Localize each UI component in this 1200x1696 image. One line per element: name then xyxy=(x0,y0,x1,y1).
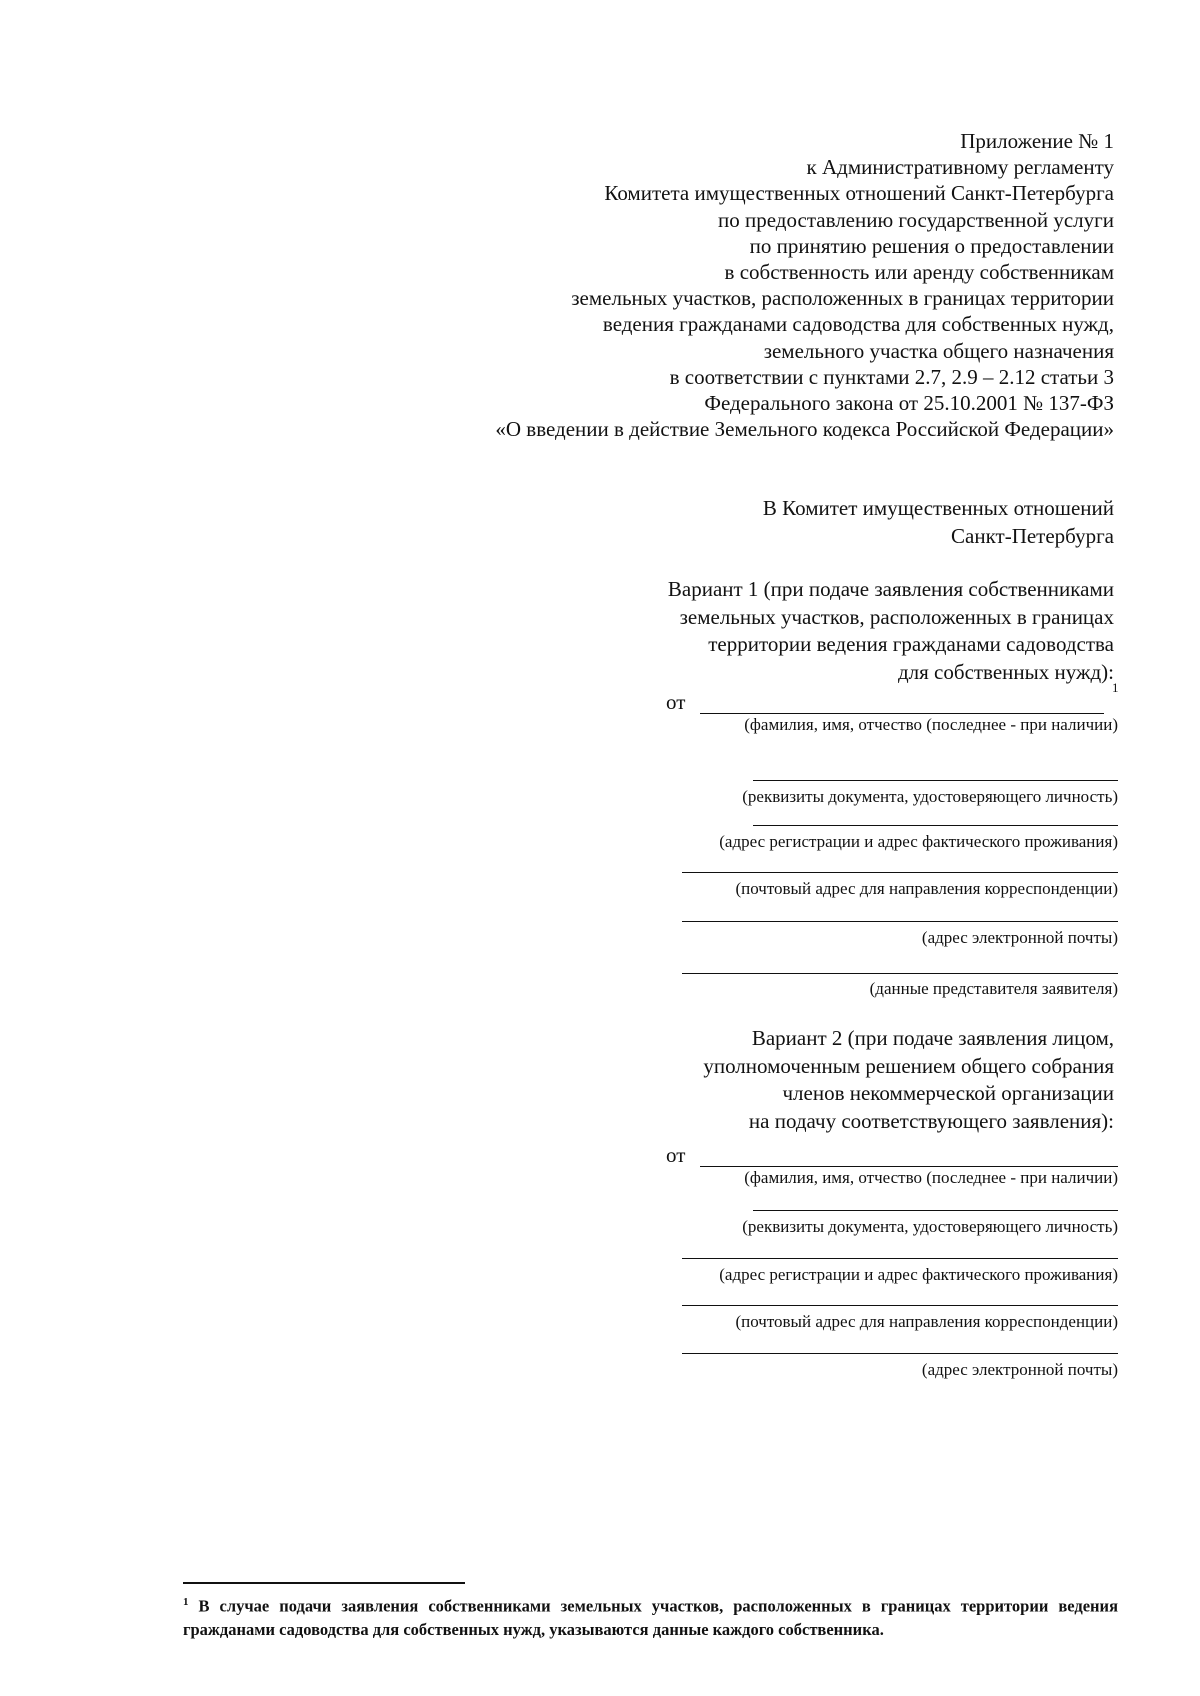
variant2-address-input-line[interactable] xyxy=(682,1258,1118,1259)
appendix-line: по принятию решения о предоставлении xyxy=(749,233,1114,258)
variant2-title-line: на подачу соответствующего заявления): xyxy=(748,1108,1114,1133)
variant1-field-hint-id-document: (реквизиты документа, удостоверяющего личность) xyxy=(742,787,1118,806)
appendix-line: в соответствии с пунктами 2.7, 2.9 – 2.12 статьи 3 xyxy=(669,364,1114,389)
variant1-field-hint-postal: (почтовый адрес для направления корреспонденции) xyxy=(735,879,1118,898)
appendix-line: Федерального закона от 25.10.2001 № 137-ФЗ xyxy=(704,391,1114,416)
appendix-header xyxy=(214,128,1114,442)
addressee-block xyxy=(514,494,1114,550)
variant1-title-line: для собственных нужд): xyxy=(897,659,1114,684)
addressee-line: В Комитет имущественных отношений xyxy=(762,496,1114,520)
from-label: от xyxy=(666,1143,686,1167)
footnote-marker: 1 xyxy=(183,1596,189,1608)
variant1-title-line: территории ведения гражданами садоводства xyxy=(708,632,1114,656)
variant1-title xyxy=(514,576,1114,686)
appendix-line: по предоставлению государственной услуги xyxy=(718,207,1114,232)
appendix-line: к Административному регламенту xyxy=(806,155,1114,180)
appendix-line: земельного участка общего назначения xyxy=(763,338,1114,363)
variant1-field-hint-representative: (данные представителя заявителя) xyxy=(869,979,1118,998)
variant1-title-line: земельных участков, расположенных в границах xyxy=(679,604,1114,629)
appendix-line: Приложение № 1 xyxy=(960,129,1114,153)
variant1-field-hint-name: (фамилия, имя, отчество (последнее - при наличии) xyxy=(744,715,1118,734)
variant2-id-document-input-line[interactable] xyxy=(753,1210,1118,1211)
variant1-title-line: Вариант 1 (при подаче заявления собственниками xyxy=(667,577,1114,601)
variant2-email-input-line[interactable] xyxy=(682,1353,1118,1354)
variant2-field-hint-address: (адрес регистрации и адрес фактического проживания) xyxy=(719,1265,1118,1284)
addressee-line: Санкт-Петербурга xyxy=(951,524,1114,548)
variant2-title xyxy=(514,1025,1114,1135)
variant1-representative-input-line[interactable] xyxy=(682,973,1118,974)
variant2-title-line: членов некоммерческой организации xyxy=(782,1081,1114,1105)
variant1-field-hint-address: (адрес регистрации и адрес фактического проживания) xyxy=(719,832,1118,851)
variant2-field-hint-id-document: (реквизиты документа, удостоверяющего личность) xyxy=(742,1217,1118,1236)
appendix-line: ведения гражданами садоводства для собственных нужд, xyxy=(602,312,1114,337)
footnote-text: В случае подачи заявления собственниками земельных участков, расположенных в границах территории ведения гражданами садоводства для собственных нужд, указываются данные каждого собственника. xyxy=(183,1596,1118,1639)
variant1-field-hint-email: (адрес электронной почты) xyxy=(921,928,1118,947)
variant2-field-hint-email: (адрес электронной почты) xyxy=(921,1360,1118,1379)
variant2-field-hint-name: (фамилия, имя, отчество (последнее - при наличии) xyxy=(744,1168,1118,1187)
appendix-line: «О введении в действие Земельного кодекса Российской Федерации» xyxy=(495,417,1114,442)
variant2-from-row xyxy=(666,1141,1118,1169)
variant2-title-line: Вариант 2 (при подаче заявления лицом, xyxy=(751,1026,1114,1050)
variant1-email-input-line[interactable] xyxy=(682,921,1118,922)
variant2-title-line: уполномоченным решением общего собрания xyxy=(703,1053,1114,1078)
footnote-reference: 1 xyxy=(1112,680,1119,695)
variant2-field-hint-postal: (почтовый адрес для направления корреспонденции) xyxy=(735,1312,1118,1331)
variant1-from-row xyxy=(666,688,1104,716)
variant1-address-input-line[interactable] xyxy=(753,825,1118,826)
variant2-postal-input-line[interactable] xyxy=(682,1305,1118,1306)
from-label: от xyxy=(666,690,686,714)
footnote-separator xyxy=(183,1582,465,1584)
appendix-line: Комитета имущественных отношений Санкт-Петербурга xyxy=(604,181,1114,206)
footnote xyxy=(183,1591,1118,1641)
variant1-id-document-input-line[interactable] xyxy=(753,780,1118,781)
variant1-postal-input-line[interactable] xyxy=(682,872,1118,873)
appendix-line: земельных участков, расположенных в границах территории xyxy=(571,286,1114,311)
appendix-line: в собственность или аренду собственникам xyxy=(724,260,1114,285)
